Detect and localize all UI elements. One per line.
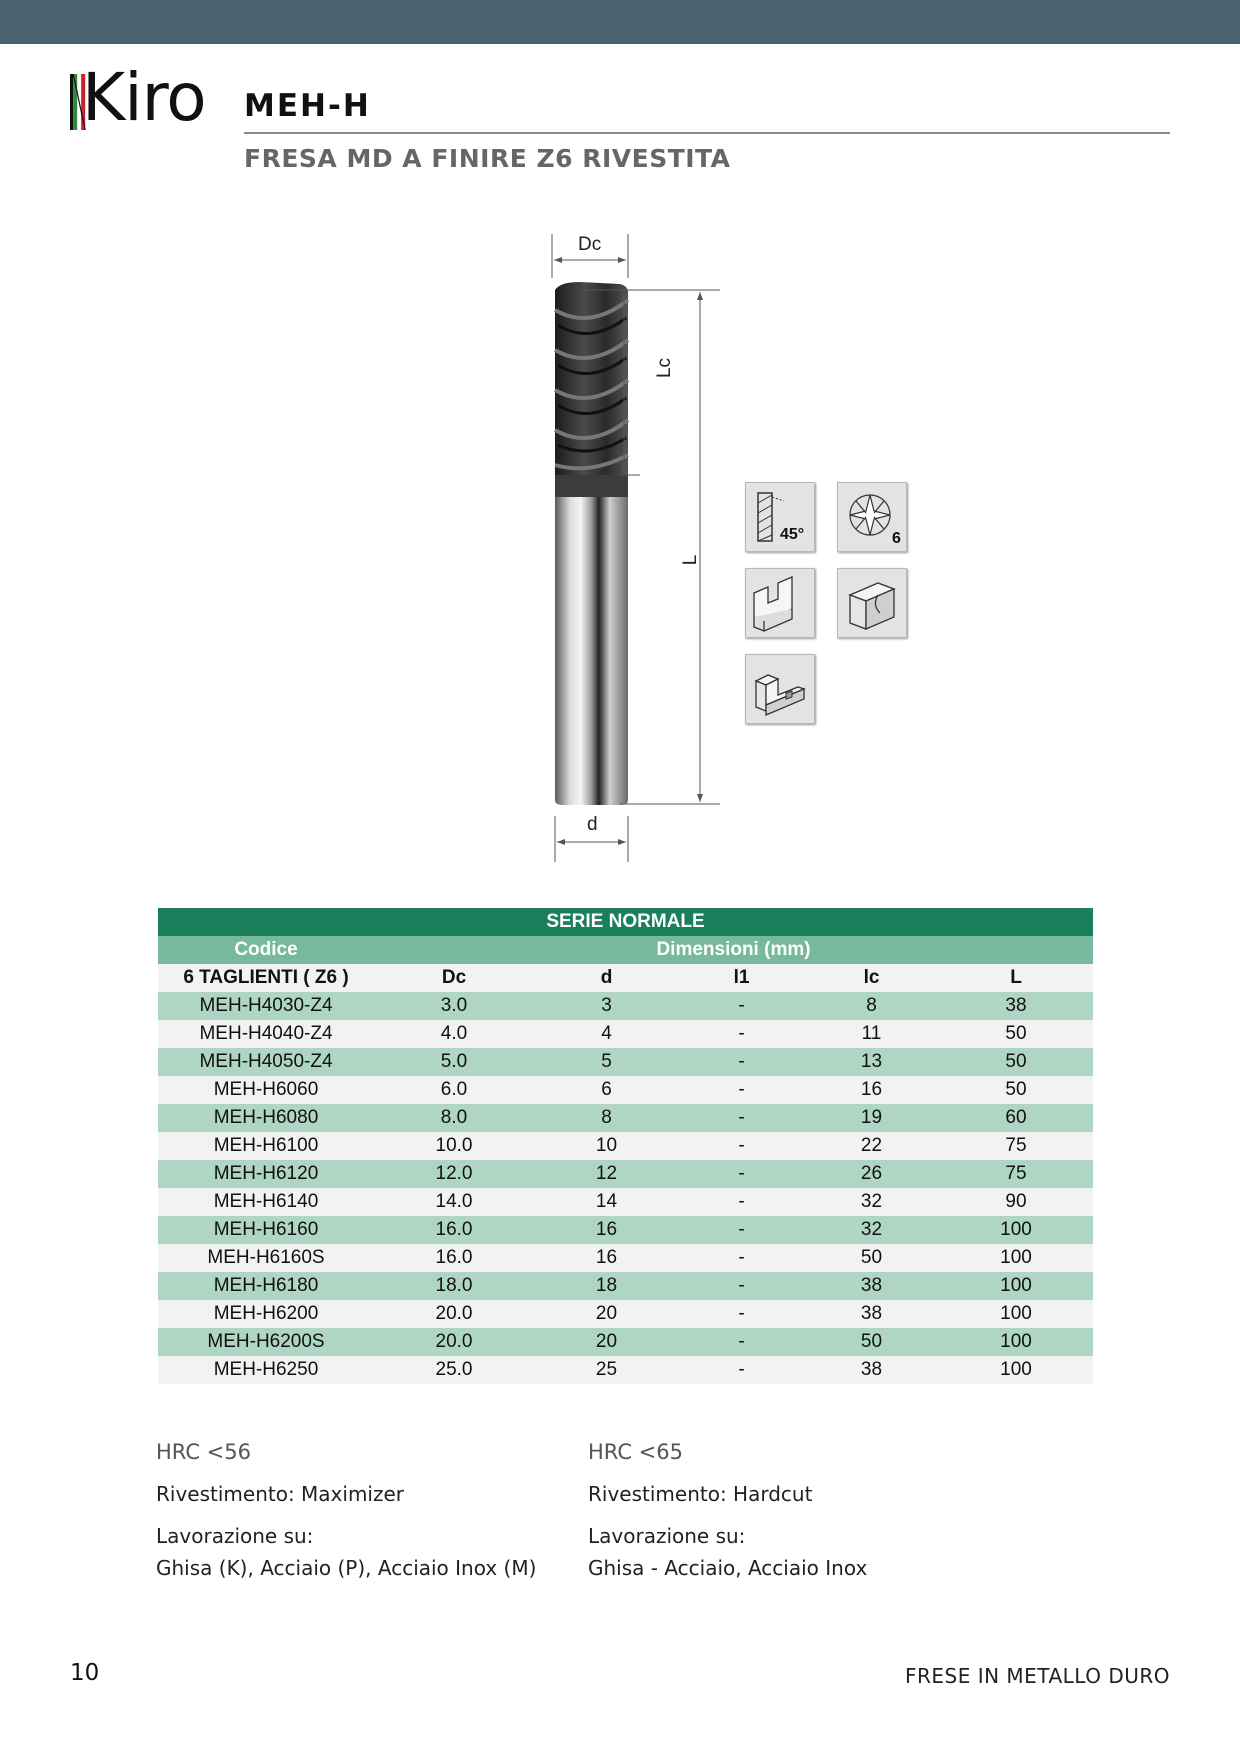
table-cell: 38 xyxy=(939,992,1093,1020)
table-cell: MEH-H6160 xyxy=(158,1216,374,1244)
product-subtitle: FRESA MD A FINIRE Z6 RIVESTITA xyxy=(244,144,731,173)
table-row xyxy=(158,1076,1093,1104)
table-cell: 13 xyxy=(804,1048,939,1076)
dimensioni-header: Dimensioni (mm) xyxy=(374,936,1093,964)
table-series-row xyxy=(158,908,1093,936)
table-cell: MEH-H4030-Z4 xyxy=(158,992,374,1020)
table-cell: 20 xyxy=(534,1328,679,1356)
end-mill-drawing xyxy=(520,220,740,870)
table-cell: MEH-H6250 xyxy=(158,1356,374,1384)
table-cell: 6.0 xyxy=(374,1076,534,1104)
table-cell: 20.0 xyxy=(374,1328,534,1356)
table-cell: - xyxy=(679,1132,804,1160)
table-cell: 4 xyxy=(534,1020,679,1048)
table-row xyxy=(158,1104,1093,1132)
table-cell: 20.0 xyxy=(374,1300,534,1328)
work-label: Lavorazione su: xyxy=(588,1524,746,1548)
table-row xyxy=(158,1160,1093,1188)
table-cell: - xyxy=(679,1356,804,1384)
table-cell: 50 xyxy=(939,1020,1093,1048)
table-cell: MEH-H6140 xyxy=(158,1188,374,1216)
helix-angle-label: 45° xyxy=(780,526,805,543)
table-cell: 100 xyxy=(939,1272,1093,1300)
table-cell: 16 xyxy=(534,1216,679,1244)
col-header-code: 6 TAGLIENTI ( Z6 ) xyxy=(158,964,374,992)
table-cell: MEH-H6120 xyxy=(158,1160,374,1188)
table-row xyxy=(158,1188,1093,1216)
table-cell: 32 xyxy=(804,1216,939,1244)
table-cell: 10 xyxy=(534,1132,679,1160)
table-cell: 75 xyxy=(939,1160,1093,1188)
table-cell: 60 xyxy=(939,1104,1093,1132)
footer-section-title: FRESE IN METALLO DURO xyxy=(904,1664,1170,1688)
col-header-d: d xyxy=(534,964,679,992)
table-cell: 26 xyxy=(804,1160,939,1188)
shoulder-milling-icon xyxy=(745,654,815,724)
coating-text: Rivestimento: Maximizer xyxy=(156,1482,405,1506)
l-label: L xyxy=(680,554,701,566)
table-cell: - xyxy=(679,1188,804,1216)
hrc-value: HRC <65 xyxy=(588,1440,683,1464)
table-row xyxy=(158,1356,1093,1384)
table-group-header xyxy=(158,936,1093,964)
table-cell: 18 xyxy=(534,1272,679,1300)
helix-45-icon xyxy=(745,482,815,552)
header-bar xyxy=(0,0,1240,44)
page-number: 10 xyxy=(70,1660,100,1686)
table-row xyxy=(158,1020,1093,1048)
flutes-count-label: 6 xyxy=(892,530,901,547)
table-cell: 22 xyxy=(804,1132,939,1160)
table-row xyxy=(158,1048,1093,1076)
table-cell: - xyxy=(679,1048,804,1076)
table-row xyxy=(158,1328,1093,1356)
table-cell: 100 xyxy=(939,1216,1093,1244)
materials-text: Ghisa - Acciaio, Acciaio Inox xyxy=(588,1556,868,1580)
table-cell: - xyxy=(679,1328,804,1356)
table-cell: MEH-H6200 xyxy=(158,1300,374,1328)
table-cell: 90 xyxy=(939,1188,1093,1216)
table-cell: - xyxy=(679,1020,804,1048)
work-label: Lavorazione su: xyxy=(156,1524,314,1548)
table-cell: 32 xyxy=(804,1188,939,1216)
table-cell: - xyxy=(679,1216,804,1244)
table-cell: 5.0 xyxy=(374,1048,534,1076)
coating-text: Rivestimento: Hardcut xyxy=(588,1482,813,1506)
table-cell: 16 xyxy=(534,1244,679,1272)
dc-label: Dc xyxy=(578,234,602,255)
profiling-icon xyxy=(837,568,907,638)
table-cell: 38 xyxy=(804,1272,939,1300)
table-column-header xyxy=(158,964,1093,992)
table-cell: MEH-H6200S xyxy=(158,1328,374,1356)
codice-header: Codice xyxy=(158,936,374,964)
table-cell: 14 xyxy=(534,1188,679,1216)
table-cell: MEH-H6100 xyxy=(158,1132,374,1160)
table-row xyxy=(158,1244,1093,1272)
table-cell: 38 xyxy=(804,1356,939,1384)
table-cell: 50 xyxy=(939,1076,1093,1104)
table-cell: 16.0 xyxy=(374,1216,534,1244)
table-cell: 25.0 xyxy=(374,1356,534,1384)
table-cell: 12.0 xyxy=(374,1160,534,1188)
table-cell: - xyxy=(679,1076,804,1104)
table-cell: - xyxy=(679,1160,804,1188)
table-cell: MEH-H4040-Z4 xyxy=(158,1020,374,1048)
table-cell: - xyxy=(679,1272,804,1300)
table-body xyxy=(158,992,1093,1384)
table-cell: 16.0 xyxy=(374,1244,534,1272)
table-cell: 3 xyxy=(534,992,679,1020)
table-cell: MEH-H6160S xyxy=(158,1244,374,1272)
notes-column-right xyxy=(588,1440,867,1580)
table-cell: 100 xyxy=(939,1300,1093,1328)
notes-column-left xyxy=(156,1440,536,1580)
table-cell: 38 xyxy=(804,1300,939,1328)
table-cell: - xyxy=(679,992,804,1020)
table-cell: 11 xyxy=(804,1020,939,1048)
table-cell: 12 xyxy=(534,1160,679,1188)
title-divider xyxy=(244,132,1170,134)
table-cell: 8 xyxy=(534,1104,679,1132)
table-row xyxy=(158,1132,1093,1160)
specs-table xyxy=(158,908,1093,1384)
table-cell: 10.0 xyxy=(374,1132,534,1160)
table-cell: MEH-H6080 xyxy=(158,1104,374,1132)
table-cell: 75 xyxy=(939,1132,1093,1160)
lc-label: Lc xyxy=(654,357,675,379)
table-cell: 6 xyxy=(534,1076,679,1104)
table-cell: 50 xyxy=(939,1048,1093,1076)
flutes-6-icon xyxy=(837,482,907,552)
table-cell: MEH-H6180 xyxy=(158,1272,374,1300)
slotting-icon xyxy=(745,568,815,638)
table-row xyxy=(158,992,1093,1020)
table-cell: 50 xyxy=(804,1328,939,1356)
col-header-L: L xyxy=(939,964,1093,992)
hrc-value: HRC <56 xyxy=(156,1440,251,1464)
table-cell: - xyxy=(679,1244,804,1272)
col-header-dc: Dc xyxy=(374,964,534,992)
table-cell: 100 xyxy=(939,1356,1093,1384)
table-row xyxy=(158,1216,1093,1244)
table-cell: 5 xyxy=(534,1048,679,1076)
table-cell: 19 xyxy=(804,1104,939,1132)
table-cell: 25 xyxy=(534,1356,679,1384)
brand-name: Kiro xyxy=(82,59,206,136)
product-title: MEH-H xyxy=(244,88,371,124)
table-cell: 50 xyxy=(804,1244,939,1272)
table-cell: 20 xyxy=(534,1300,679,1328)
series-label: SERIE NORMALE xyxy=(158,908,1093,936)
table-cell: 4.0 xyxy=(374,1020,534,1048)
table-cell: 3.0 xyxy=(374,992,534,1020)
table-row xyxy=(158,1272,1093,1300)
materials-text: Ghisa (K), Acciaio (P), Acciaio Inox (M) xyxy=(156,1556,537,1580)
table-cell: 100 xyxy=(939,1328,1093,1356)
table-cell: 100 xyxy=(939,1244,1093,1272)
table-cell: 14.0 xyxy=(374,1188,534,1216)
d-label: d xyxy=(587,814,598,835)
col-header-lc: lc xyxy=(804,964,939,992)
table-cell: MEH-H4050-Z4 xyxy=(158,1048,374,1076)
table-cell: 8.0 xyxy=(374,1104,534,1132)
table-row xyxy=(158,1300,1093,1328)
table-cell: 8 xyxy=(804,992,939,1020)
table-cell: MEH-H6060 xyxy=(158,1076,374,1104)
table-cell: 18.0 xyxy=(374,1272,534,1300)
table-cell: - xyxy=(679,1104,804,1132)
table-cell: 16 xyxy=(804,1076,939,1104)
col-header-l1: l1 xyxy=(679,964,804,992)
table-cell: - xyxy=(679,1300,804,1328)
